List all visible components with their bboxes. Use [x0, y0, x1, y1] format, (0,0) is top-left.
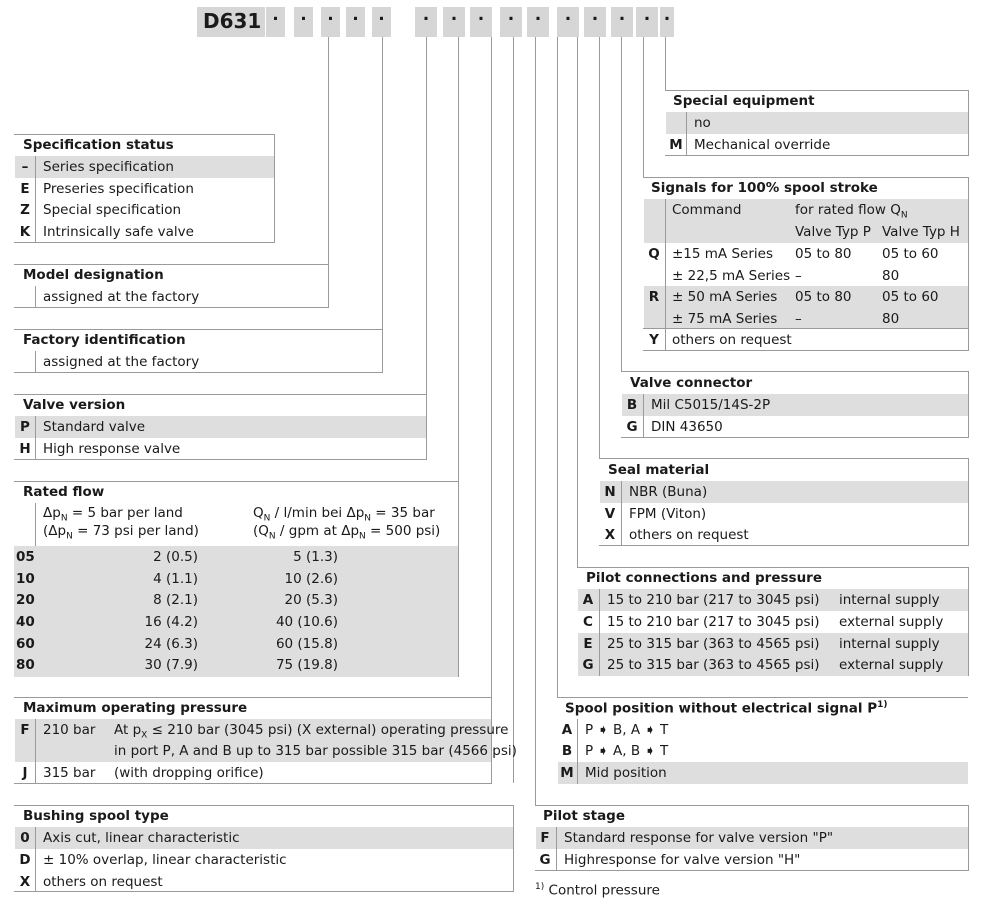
row-code: 40	[16, 614, 35, 630]
table-row	[666, 112, 968, 134]
row-code: 10	[16, 571, 35, 587]
row-text: 25 to 315 bar (363 to 4565 psi)	[607, 657, 820, 673]
bushing-spool-title: Bushing spool type	[23, 808, 169, 824]
rated-flow-header: ($Q_N$ / gpm at $\Delta p_N = 500$ psi)	[253, 523, 441, 542]
row-value: 315 bar	[43, 765, 96, 781]
row-text: others on request	[629, 527, 749, 543]
row-code: C	[583, 614, 593, 630]
row-text: 25 to 315 bar (363 to 4565 psi)	[607, 636, 820, 652]
pilot-connections-title: Pilot connections and pressure	[586, 570, 822, 586]
row-code: X	[604, 527, 616, 543]
code-slot: .	[470, 7, 492, 37]
row-code: F	[540, 830, 550, 846]
row-text: ± 10% overlap, linear characteristic	[43, 852, 287, 868]
row-text: ± 22,5 mA Series	[672, 268, 791, 284]
row-text: others on request	[672, 332, 792, 348]
row-value: 75 (19.8)	[275, 657, 338, 673]
model-designation-title: Model designation	[23, 267, 164, 283]
row-code: D	[19, 852, 31, 868]
row-code: J	[22, 765, 28, 781]
spool-position-title: Spool position without electrical signal $P^{1)}$	[565, 700, 888, 717]
row-text: assigned at the factory	[43, 354, 200, 370]
row-code: E	[583, 636, 593, 652]
row-text: Preseries specification	[43, 181, 194, 197]
row-code: Z	[20, 202, 30, 218]
row-text: ±15 mA Series	[672, 246, 773, 262]
row-code: K	[19, 224, 31, 240]
row-value: 30 (7.9)	[144, 657, 198, 673]
specification-status-title: Specification status	[23, 137, 174, 153]
row-text: FPM (Viton)	[629, 506, 707, 522]
special-equipment-title: Special equipment	[673, 93, 815, 109]
footnote: $^{1)}$ Control pressure	[535, 882, 660, 899]
row-code: 05	[16, 549, 35, 565]
row-value: 2 (0.5)	[153, 549, 198, 565]
row-text: High response valve	[43, 441, 181, 457]
row-text: no	[694, 115, 711, 131]
pilot-stage-title: Pilot stage	[543, 808, 625, 824]
row-value: 20 (5.3)	[284, 592, 338, 608]
row-text: assigned at the factory	[43, 289, 200, 305]
rated-flow-table	[14, 546, 458, 677]
row-text: (with dropping orifice)	[114, 765, 264, 781]
row-value: 8 (2.1)	[153, 592, 198, 608]
row-text: NBR (Buna)	[629, 484, 708, 500]
rated-flow-header: ($\Delta p_N = 73$ psi per land)	[43, 523, 199, 542]
row-value: 40 (10.6)	[275, 614, 338, 630]
row-value: 60 (15.8)	[275, 636, 338, 652]
row-code: E	[20, 181, 30, 197]
row-code: 0	[20, 830, 30, 846]
row-value: 80	[882, 311, 900, 327]
row-value: 10 (2.6)	[284, 571, 338, 587]
factory-identification-title: Factory identification	[23, 332, 186, 348]
row-code: 60	[16, 636, 35, 652]
row-code: Q	[648, 246, 660, 262]
row-value: –	[795, 268, 802, 284]
row-text: Standard valve	[43, 419, 146, 435]
row-text: Special specification	[43, 202, 182, 218]
row-text: At $p_X \le 210$ bar (3045 psi) (X external) operating pressure	[114, 722, 509, 741]
model-code: D631	[203, 9, 262, 33]
row-code: X	[19, 874, 31, 890]
row-text: Intrinsically safe valve	[43, 224, 194, 240]
row-text: in port P, A and B up to 315 bar possible 315 bar (4566 psi)	[114, 743, 517, 759]
code-slot: .	[584, 7, 606, 37]
row-value: 5 (1.3)	[293, 549, 338, 565]
row-code: F	[20, 722, 30, 738]
row-value: 80	[882, 268, 900, 284]
code-slot: .	[294, 7, 313, 37]
row-value: external supply	[839, 657, 944, 673]
row-code: B	[561, 743, 573, 759]
valve-version-title: Valve version	[23, 397, 126, 413]
code-slot: .	[443, 7, 465, 37]
column-header: Valve Typ P	[795, 224, 871, 240]
row-code: N	[604, 484, 616, 500]
row-text: Series specification	[43, 159, 174, 175]
row-value: 4 (1.1)	[153, 571, 198, 587]
row-value: 05 to 80	[795, 289, 852, 305]
row-code: V	[604, 506, 616, 522]
code-slot: .	[636, 7, 658, 37]
row-code: M	[560, 765, 574, 781]
row-text: others on request	[43, 874, 163, 890]
valve-connector-title: Valve connector	[630, 375, 753, 391]
row-text: Axis cut, linear characteristic	[43, 830, 240, 846]
row-text: P ➧ A, B ➧ T	[585, 743, 669, 759]
row-value: external supply	[839, 614, 944, 630]
row-text: Highresponse for valve version "H"	[564, 852, 801, 868]
row-value: 05 to 60	[882, 289, 939, 305]
code-slot: .	[415, 7, 437, 37]
row-text: ± 50 mA Series	[672, 289, 778, 305]
row-code: G	[582, 657, 594, 673]
code-slot: .	[611, 7, 633, 37]
row-code: M	[669, 137, 683, 153]
row-code: A	[582, 592, 594, 608]
signals-title: Signals for 100% spool stroke	[651, 180, 878, 196]
row-text: 15 to 210 bar (217 to 3045 psi)	[607, 614, 820, 630]
row-code: 20	[16, 592, 35, 608]
row-text: Standard response for valve version "P"	[564, 830, 834, 846]
code-slot: .	[660, 7, 674, 37]
row-code: 80	[16, 657, 35, 673]
row-value: –	[795, 311, 802, 327]
code-slot: .	[346, 7, 365, 37]
row-value: 05 to 80	[795, 246, 852, 262]
code-slot: .	[500, 7, 522, 37]
rated-flow-title: Rated flow	[23, 484, 105, 500]
row-text: 15 to 210 bar (217 to 3045 psi)	[607, 592, 820, 608]
row-text: DIN 43650	[651, 419, 723, 435]
row-code: G	[539, 852, 551, 868]
row-value: 16 (4.2)	[144, 614, 198, 630]
code-slot: .	[321, 7, 340, 37]
column-header: Valve Typ H	[882, 224, 960, 240]
model-code-box	[197, 7, 265, 37]
row-code: G	[626, 419, 638, 435]
row-value: 24 (6.3)	[144, 636, 198, 652]
row-value: 05 to 60	[882, 246, 939, 262]
row-value: internal supply	[839, 592, 940, 608]
row-code: P	[20, 419, 30, 435]
row-text: Mid position	[585, 765, 667, 781]
code-slot: .	[527, 7, 549, 37]
rated-flow-header: $\Delta p_N = 5$ bar per land	[43, 505, 183, 524]
row-code: A	[561, 722, 573, 738]
row-text: Mechanical override	[694, 137, 831, 153]
row-text: Mil C5015/14S-2P	[651, 397, 771, 413]
code-slot: .	[557, 7, 579, 37]
seal-material-title: Seal material	[608, 462, 710, 478]
row-code: H	[19, 441, 31, 457]
row-value: internal supply	[839, 636, 940, 652]
row-code: R	[648, 289, 660, 305]
row-code: B	[626, 397, 638, 413]
code-slot: .	[372, 7, 391, 37]
column-header: Command	[672, 202, 742, 218]
row-code: Y	[649, 332, 659, 348]
rated-flow-header: $Q_N / l/\min$ bei $\Delta p_N = 35$ bar	[253, 505, 435, 524]
row-text: ± 75 mA Series	[672, 311, 778, 327]
code-slot: .	[266, 7, 285, 37]
column-header: for rated flow $Q_N$	[795, 202, 908, 221]
max-pressure-title: Maximum operating pressure	[23, 700, 248, 716]
row-value: 210 bar	[43, 722, 96, 738]
row-code: –	[21, 159, 29, 175]
row-text: P ➧ B, A ➧ T	[585, 722, 669, 738]
